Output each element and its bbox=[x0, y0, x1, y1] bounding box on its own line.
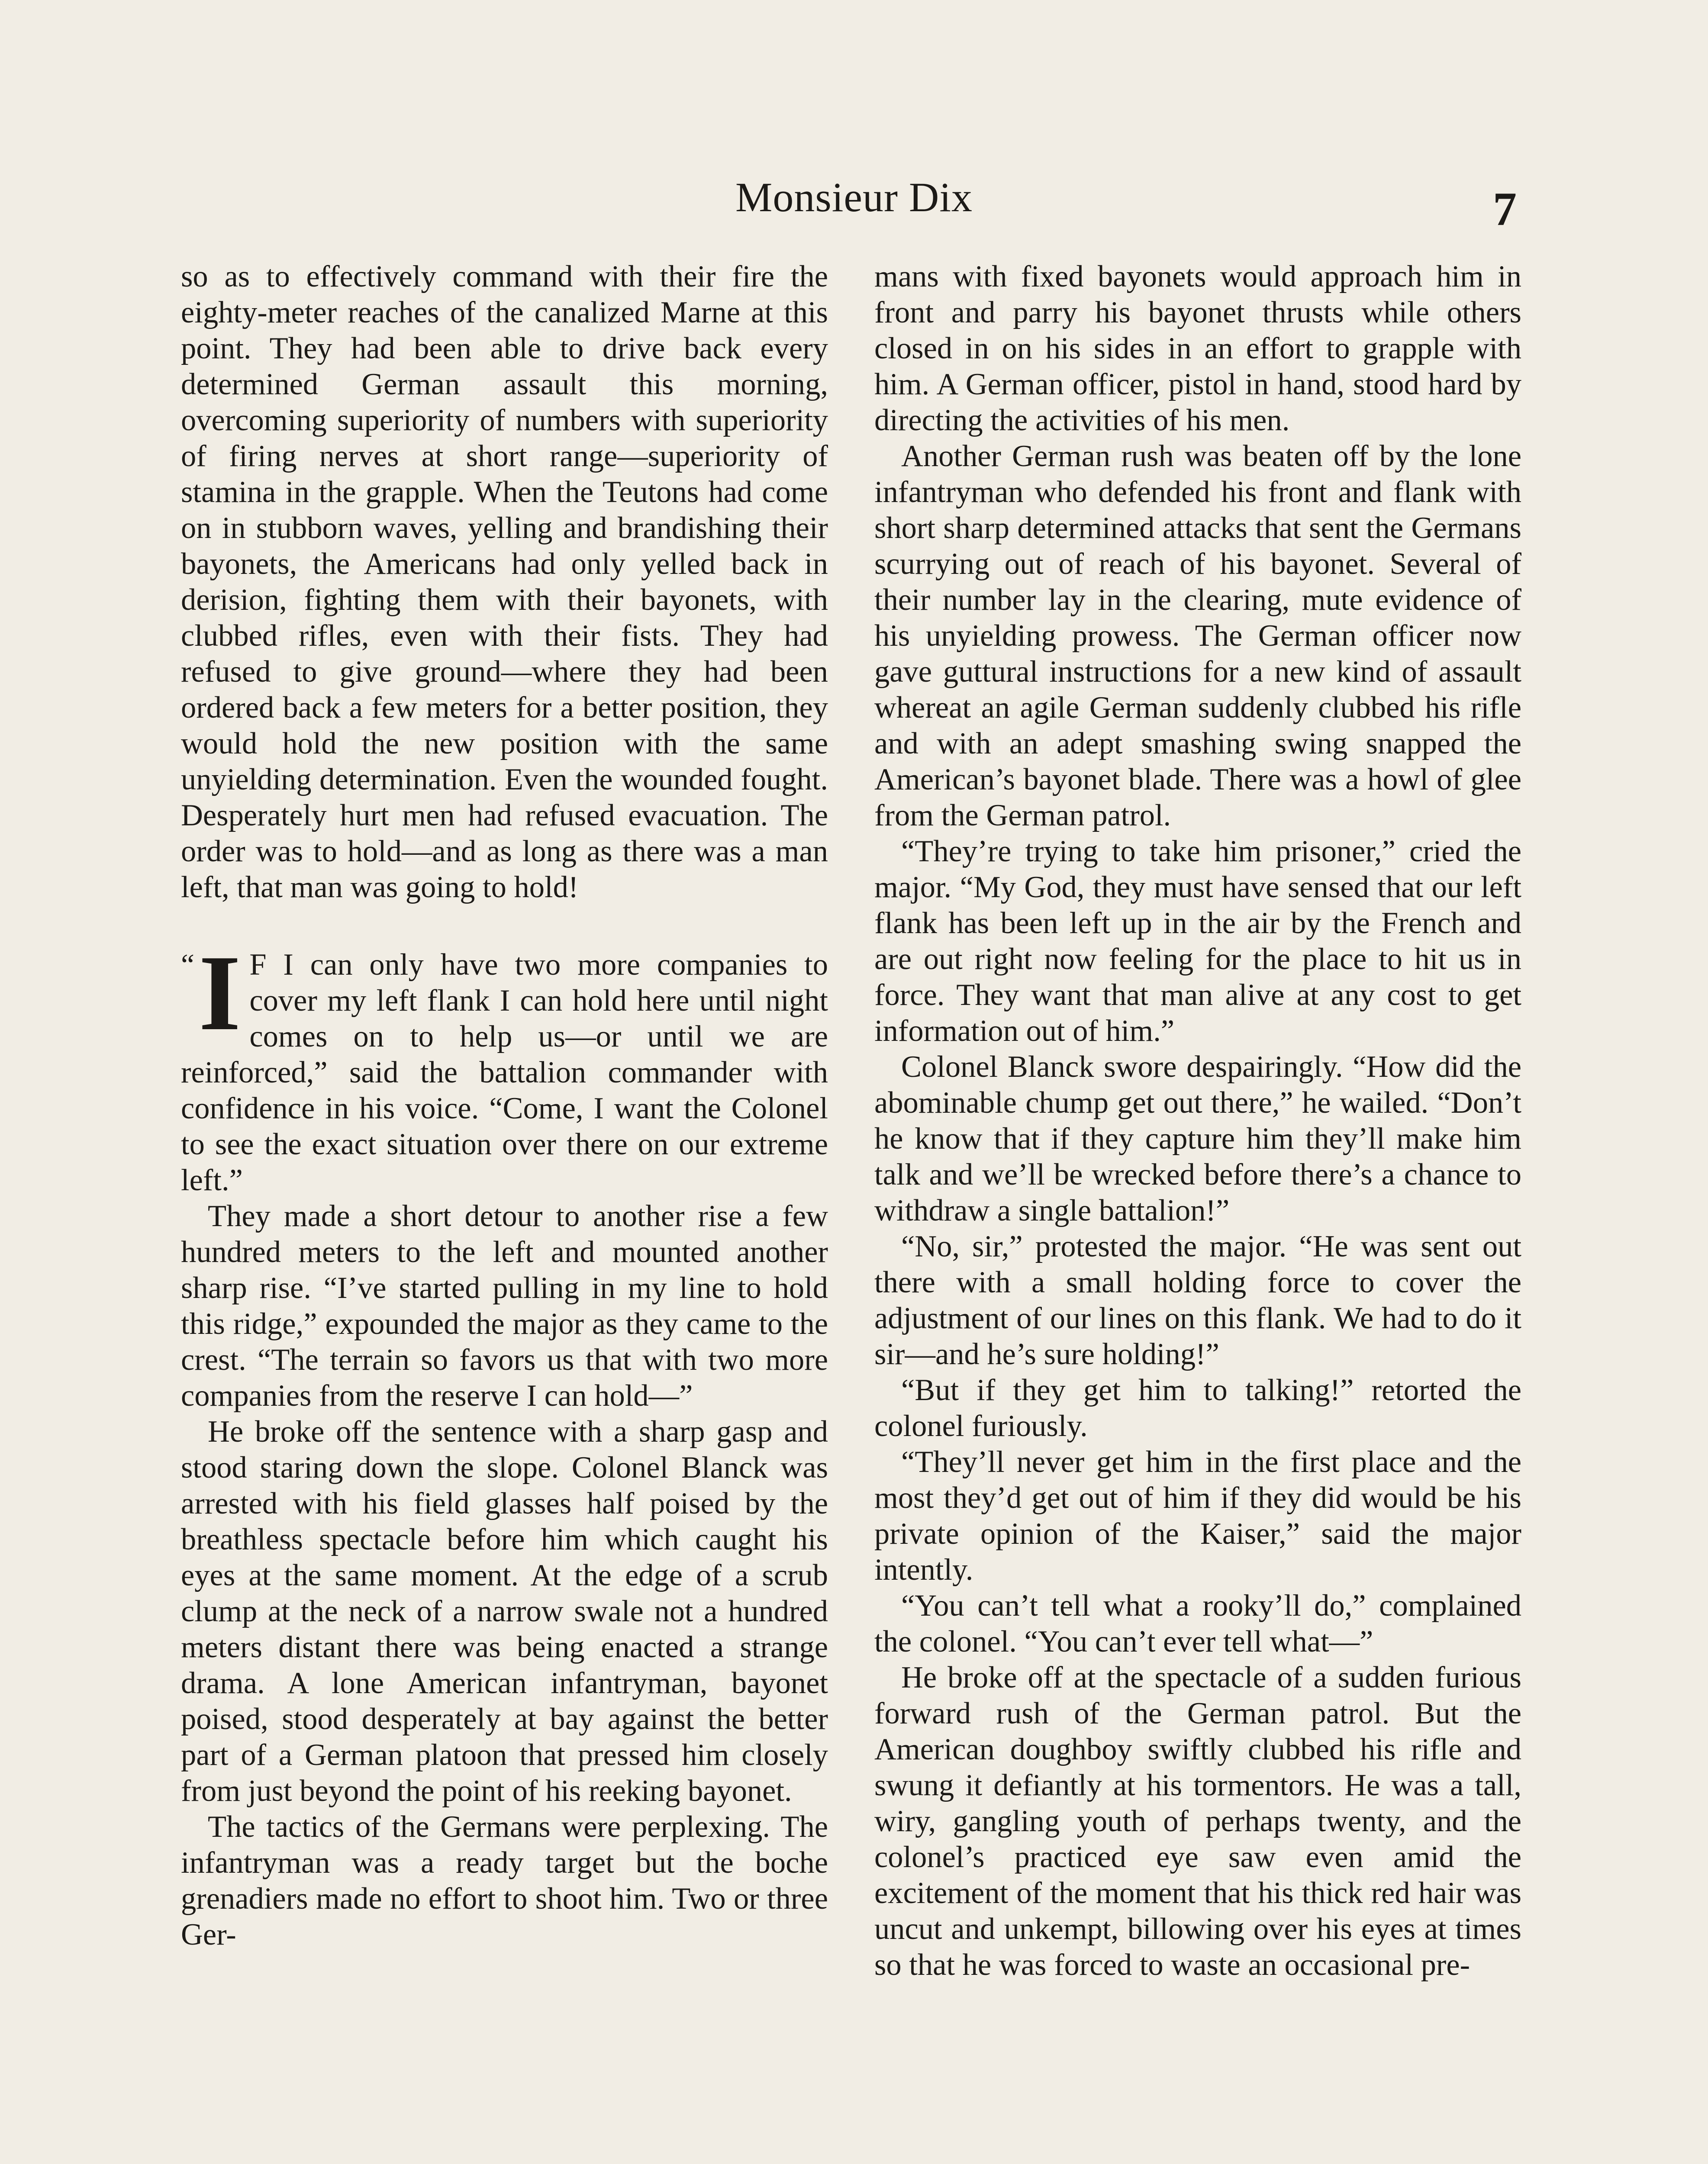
paragraph: He broke off at the spectacle of a sudden furious forward rush of the German patrol. But the American doughboy swiftly clubbed his rifle and swung it defiantly at his tormentors. He was a tall, wiry, gangling youth of perhaps twenty, and the colonel’s practiced eye saw even amid the excitement of the moment that his thick red hair was uncut and unkempt, billowing over his eyes at times so that he was forced to waste an occasional pre- bbox=[874, 1661, 1521, 1982]
paragraph: “But if they get him to talking!” retorted the colonel furiously. bbox=[874, 1373, 1521, 1443]
drop-cap: I bbox=[199, 933, 241, 1053]
paragraph: mans with fixed bayonets would approach him in front and parry his bayonet thrusts while others closed in on his sides in an effort to grapple with him. A German officer, pistol in hand, stood hard by directing the activities of his men. bbox=[874, 260, 1521, 437]
page-number: 7 bbox=[1493, 183, 1517, 235]
paragraph: They made a short detour to another rise a few hundred meters to the left and mounted another sharp rise. “I’ve started pulling in my line to hold this ridge,” expounded the major as they came to the crest. “The terrain so favors us that with two more companies from the reserve I can hold—” bbox=[181, 1199, 828, 1413]
paragraph-text: F I can only have two more companies to cover my left flank I can hold here until night comes on to help us—or until we are reinforced,” said the battalion commander with confidence in his voice. “Come, I want the Colonel to see the exact situation over there on our extreme left.” bbox=[181, 948, 828, 1197]
running-head: Monsieur Dix bbox=[735, 174, 973, 220]
paragraph: “They’ll never get him in the first place and the most they’d get out of him if they did would be his private opinion of the Kaiser,” said the major intently. bbox=[874, 1445, 1521, 1587]
paragraph: so as to effectively command with their fire the eighty-meter reaches of the canalized Marne at this point. They had been able to drive back every determined German assault this morning, overcoming superiority of numbers with superiority of firing nerves at short range—superiority of stamina in the grapple. When the Teutons had come on in stubborn waves, yelling and brandishing their bayonets, the Americans had only yelled back in derision, fighting them with their bayonets, with clubbed rifles, even with their fists. They had refused to give ground—where they had been ordered back a few meters for a better position, they would hold the new position with the same unyielding determination. Even the wounded fought. Desperately hurt men had refused evacuation. The order was to hold—and as long as there was a man left, that man was going to hold! bbox=[181, 260, 828, 904]
paragraph: He broke off the sentence with a sharp gasp and stood staring down the slope. Colonel Blanck was arrested with his field glasses half poised by the breathless spectacle before him which caught his eyes at the same moment. At the edge of a scrub clump at the neck of a narrow swale not a hundred meters distant there was being enacted a strange drama. A lone American infantryman, bayonet poised, stood desperately at bay against the better part of a German platoon that pressed him closely from just beyond the point of his reeking bayonet. bbox=[181, 1415, 828, 1808]
section-break bbox=[181, 905, 828, 947]
paragraph: “No, sir,” protested the major. “He was sent out there with a small holding force to cover the adjustment of our lines on this flank. We had to do it sir—and he’s sure holding!” bbox=[874, 1230, 1521, 1371]
paragraph: Colonel Blanck swore despairingly. “How did the abominable chump get out there,” he wailed. “Don’t he know that if they capture him they’ll make him talk and we’ll be wrecked before there’s a chance to withdraw a single battalion!” bbox=[874, 1050, 1521, 1227]
right-column bbox=[874, 259, 1521, 1983]
paragraph: “You can’t tell what a rooky’ll do,” complained the colonel. “You can’t ever tell what—” bbox=[874, 1589, 1521, 1658]
paragraph: “They’re trying to take him prisoner,” cried the major. “My God, they must have sensed that our left flank has been left up in the air by the French and are out right now feeling for the place to hit us in force. They want that man alive at any cost to get information out of him.” bbox=[874, 834, 1521, 1048]
paragraph: Another German rush was beaten off by the lone infantryman who defended his front and flank with short sharp determined attacks that sent the Germans scurrying out of reach of his bayonet. Several of their number lay in the clearing, mute evidence of his unyielding prowess. The German officer now gave guttural instructions for a new kind of assault whereat an agile German suddenly clubbed his rifle and with an adept smashing swing snapped the American’s bayonet blade. There was a howl of glee from the German patrol. bbox=[874, 439, 1521, 832]
paragraph-drop-cap bbox=[181, 933, 828, 1198]
paragraph: The tactics of the Germans were perplexing. The infantryman was a ready target but the boche grenadiers made no effort to shoot him. Two or three Ger- bbox=[181, 1810, 828, 1951]
drop-open-quote: “ bbox=[181, 948, 195, 982]
left-column bbox=[181, 259, 828, 1953]
